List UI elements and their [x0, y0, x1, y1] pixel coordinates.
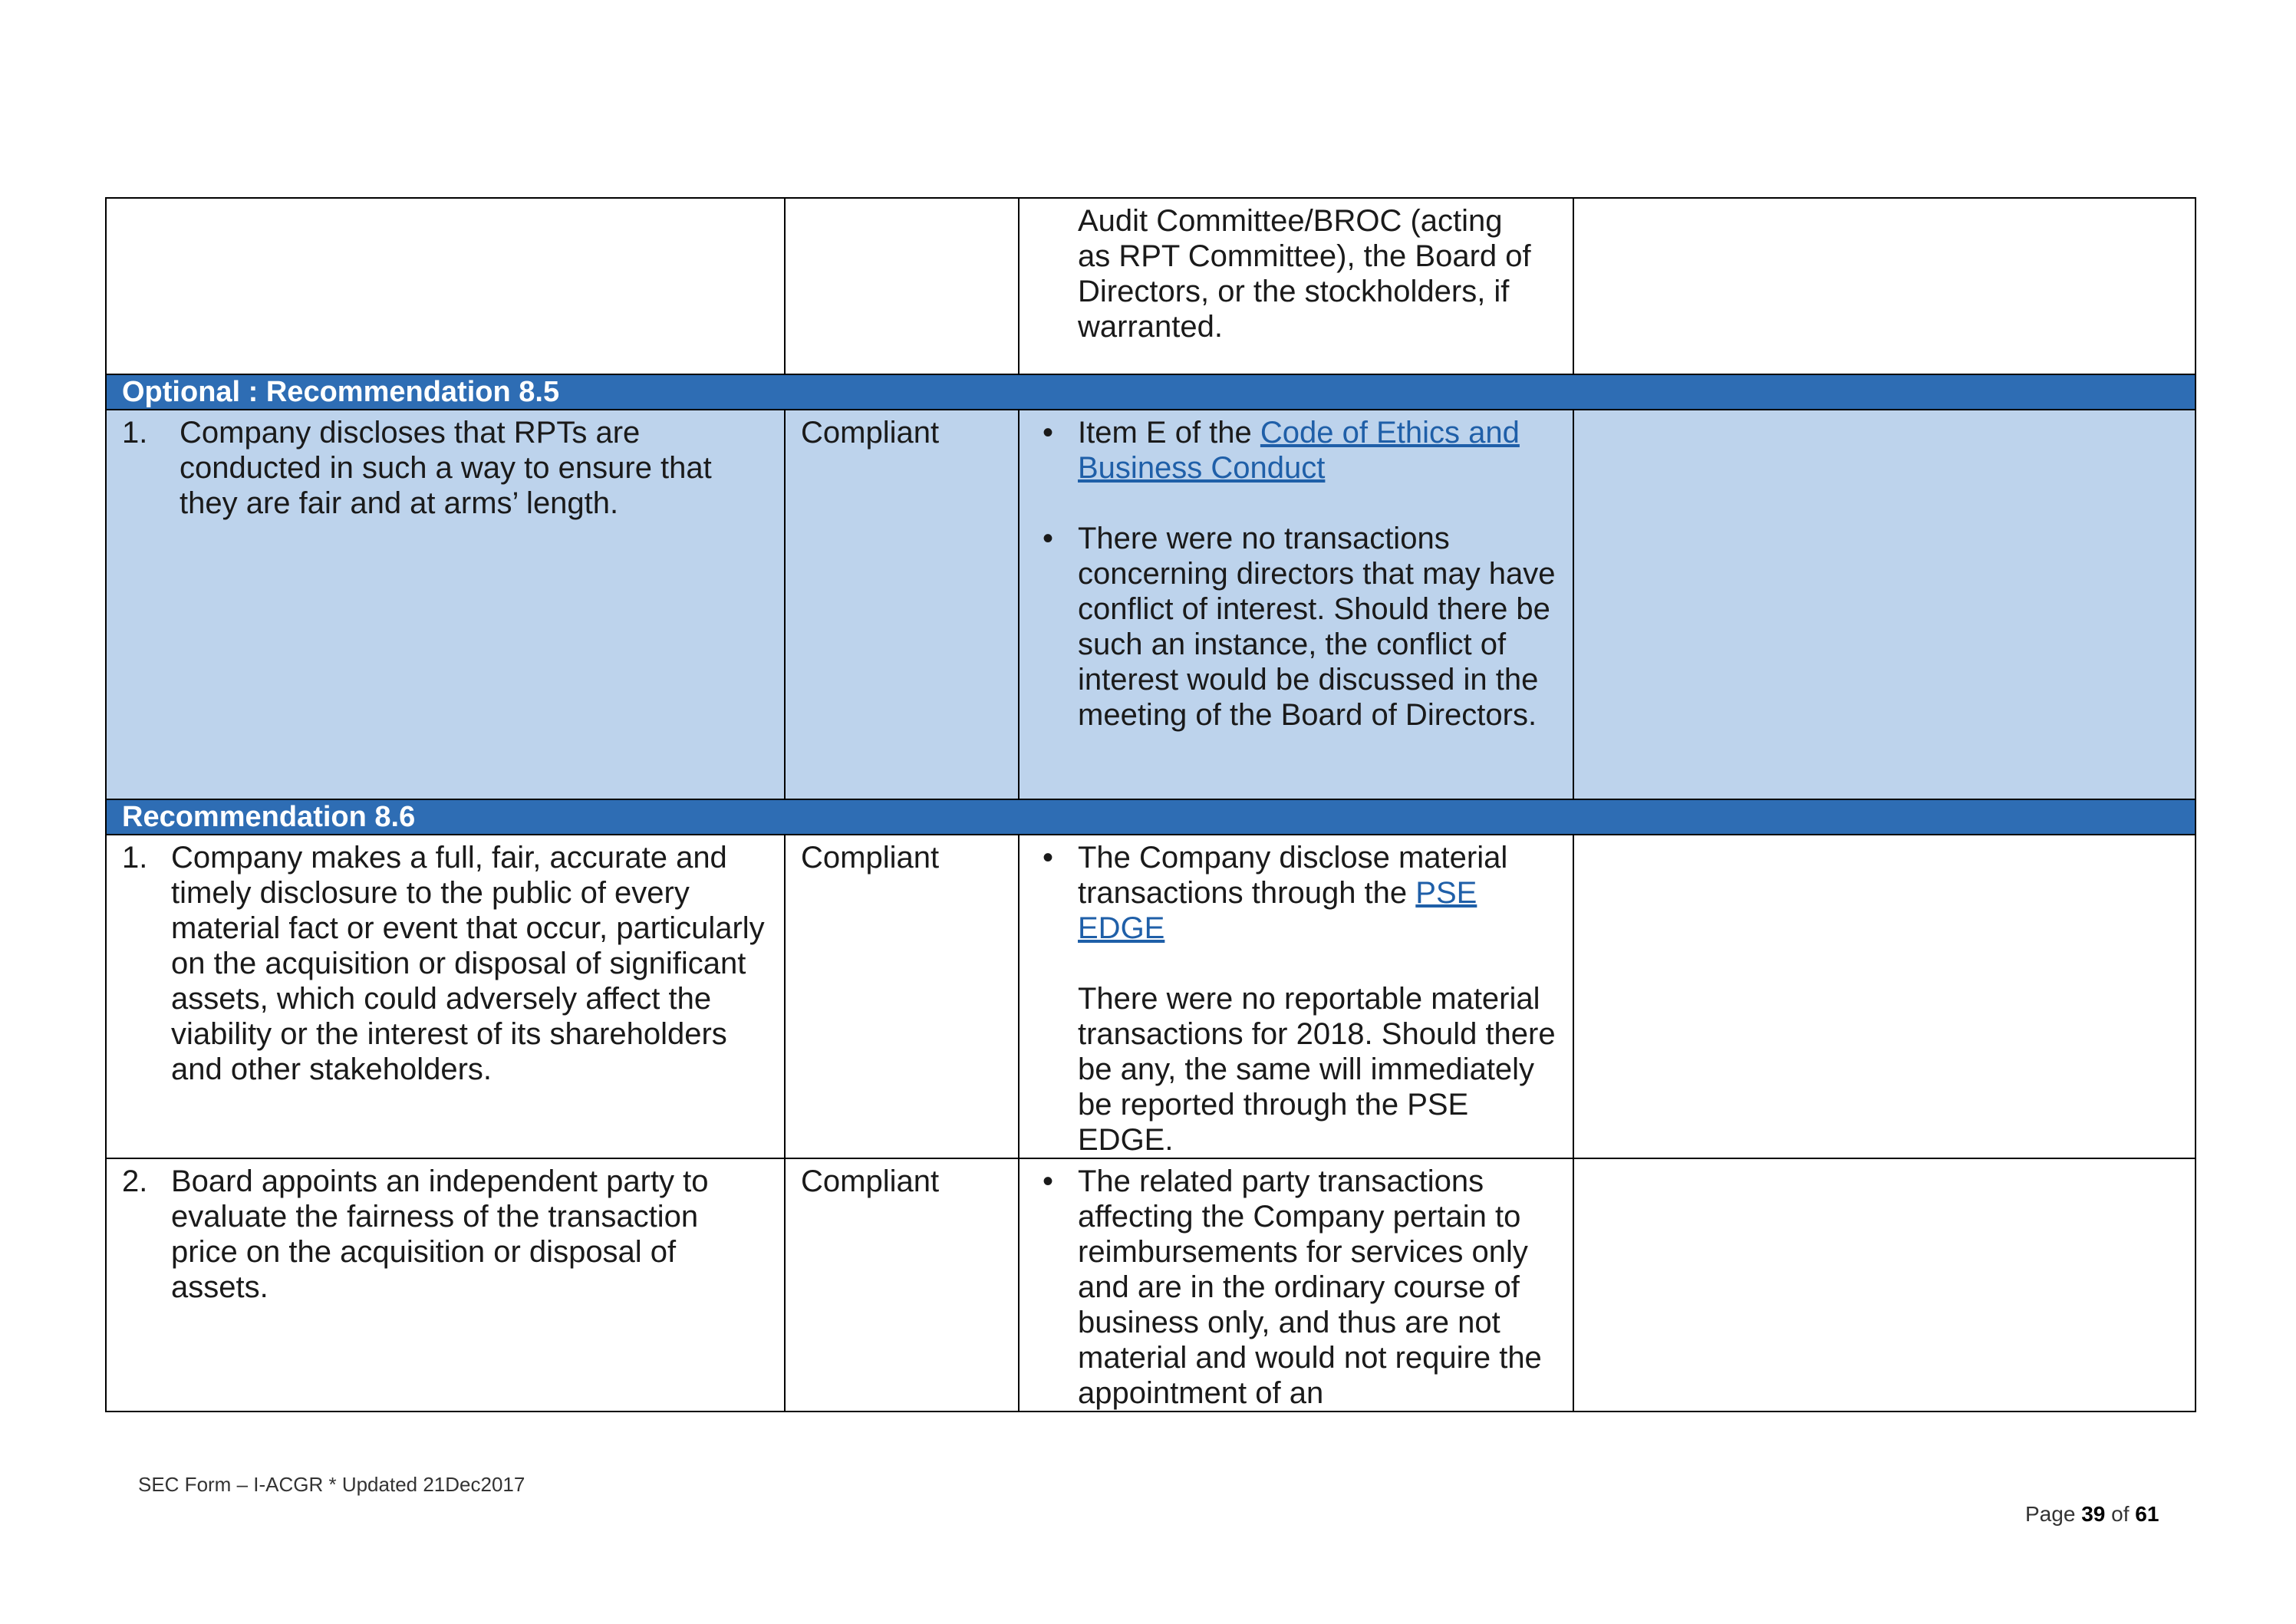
compliance-status: Compliant: [801, 1164, 940, 1198]
recommendation-text: Board appoints an independent party to evaluate the fairness of the transaction price on the acquisition or disposal of assets.: [171, 1164, 709, 1304]
compliance-status: Compliant: [801, 416, 940, 450]
table-row: [106, 410, 2196, 799]
item-number: 1.: [122, 841, 148, 875]
compliance-status: Compliant: [801, 841, 940, 875]
section-header-row: [106, 799, 2196, 835]
status-cell: [785, 1158, 1019, 1412]
explanation-cell: [1019, 835, 1573, 1158]
page-word: Page: [2025, 1502, 2076, 1526]
remarks-cell: [1573, 1158, 2196, 1412]
explanation-cell: [1019, 1158, 1573, 1412]
recommendation-cell: [106, 410, 785, 799]
form-footer-label: SEC Form – I-ACGR * Updated 21Dec2017: [138, 1473, 525, 1496]
explanation-line: warranted.: [1078, 310, 1223, 344]
explanation-line: as RPT Committee), the Board of: [1078, 239, 1531, 273]
pse-edge-link[interactable]: PSE EDGE: [1078, 876, 1477, 945]
status-cell: [785, 410, 1019, 799]
explanation-text: The Company disclose material transactions through the: [1078, 841, 1508, 910]
explanation-bullet: • The related party transactions affecting the Company pertain to reimbursements for services only and are in the ordinary course of business only, and thus are not material and would not require the appointment of an: [1035, 1164, 1560, 1411]
remarks-cell: [1573, 410, 2196, 799]
page-current: 39: [2081, 1502, 2106, 1526]
item-number: 1.: [122, 416, 148, 450]
explanation-bullet: [1035, 840, 1560, 946]
status-cell: [785, 198, 1019, 374]
explanation-line: Audit Committee/BROC (acting: [1078, 204, 1503, 238]
explanation-text: Item E of the: [1078, 416, 1260, 450]
explanation-bullet: • There were no transactions concerning directors that may have conflict of interest. Should there be such an instance, the conflict of interest would be discussed in the meeting of the Board of Directors.: [1035, 521, 1560, 733]
table-row: [106, 835, 2196, 1158]
section-title: Optional : Recommendation 8.5: [106, 374, 2196, 410]
explanation-line: Directors, or the stockholders, if: [1078, 275, 1510, 308]
remarks-cell: [1573, 835, 2196, 1158]
explanation-bullet: [1035, 415, 1560, 486]
table-row: [106, 1158, 2196, 1412]
code-of-ethics-link[interactable]: Code of Ethics and Business Conduct: [1078, 416, 1520, 485]
recommendation-cell: [106, 835, 785, 1158]
continuation-row: [106, 198, 2196, 374]
remarks-cell: [1573, 198, 2196, 374]
compliance-table: [105, 197, 2196, 1412]
explanation-cell: [1019, 410, 1573, 799]
page-total: 61: [2135, 1502, 2159, 1526]
recommendation-cell: [106, 198, 785, 374]
page-number: [2025, 1502, 2159, 1527]
recommendation-text: Company discloses that RPTs are conducted in such a way to ensure that they are fair and at arms’ length.: [180, 416, 712, 520]
recommendation-text: Company makes a full, fair, accurate and timely disclosure to the public of every material fact or event that occur, particularly on the acquisition or disposal of significant assets, which could adversely affect the viability or the interest of its shareholders and other stakeholders.: [171, 841, 765, 1086]
section-header-row: [106, 374, 2196, 410]
item-number: 2.: [122, 1164, 148, 1198]
status-cell: [785, 835, 1019, 1158]
recommendation-cell: [106, 1158, 785, 1412]
explanation-cell: [1019, 198, 1573, 374]
explanation-paragraph: There were no reportable material transactions for 2018. Should there be any, the same will immediately be reported through the PSE EDGE.: [1078, 982, 1556, 1157]
section-title: Recommendation 8.6: [106, 799, 2196, 835]
page-of: of: [2111, 1502, 2130, 1526]
